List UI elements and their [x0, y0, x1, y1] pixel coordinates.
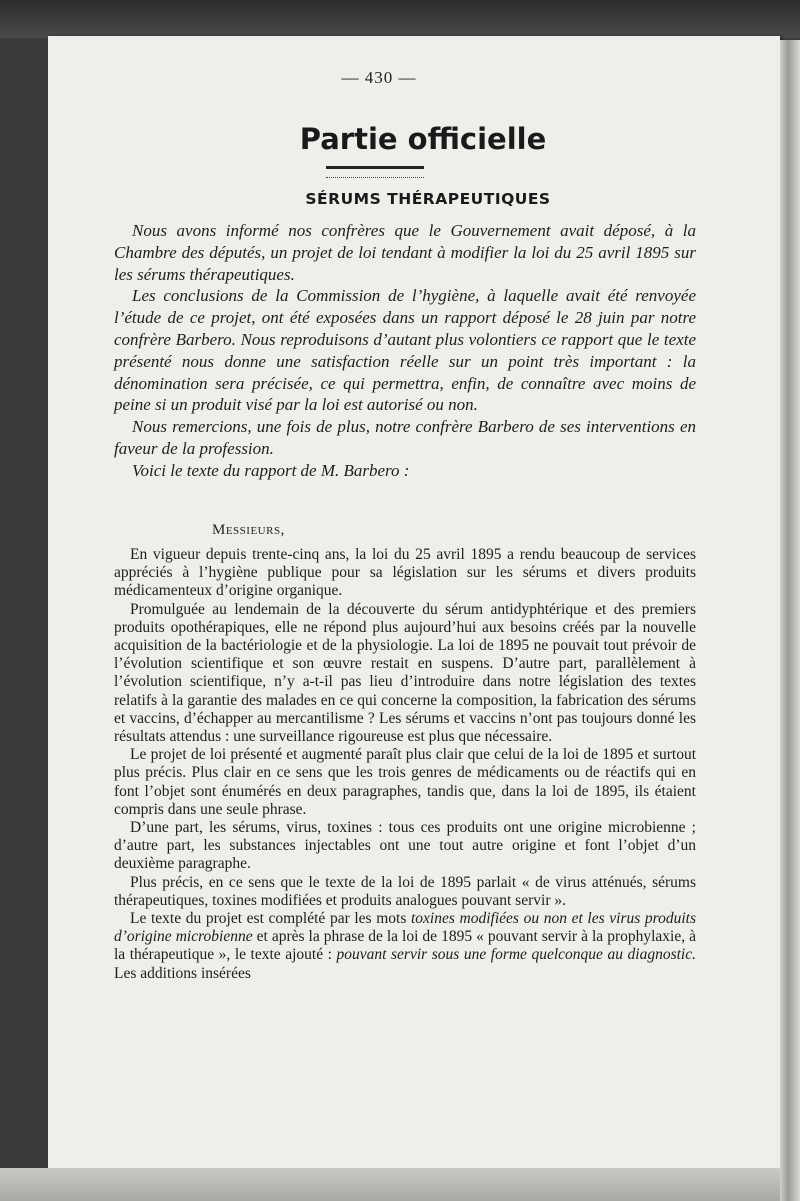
text-run: et après la phrase de la loi de 1895 « pouvant servir à la prophylaxie, à la thérapeutique », le texte ajouté : [114, 928, 696, 964]
intro-paragraph: Nous remercions, une fois de plus, notre confrère Barbero de ses interventions en faveur de la profession. [114, 417, 696, 458]
intro-text [114, 220, 696, 482]
section-title: Partie officielle [299, 122, 547, 156]
page-edge [780, 40, 800, 1201]
body-paragraph: Plus précis, en ce sens que le texte de la loi de 1895 parlait « de virus atténués, sérums thérapeutiques, toxines modifiées et produits analogues pouvant servir ». [114, 873, 696, 909]
body-paragraph: Promulguée au lendemain de la découverte du sérum antidyphtérique et des premiers produits opothérapiques, elle ne répond plus aujourd’hui aux besoins créés par la nouvelle acquisition de la bactériologie et de la physiologie. La loi de 1895 ne pouvait tout prévoir de l’évolution scientifique et son œuvre restait en suspens. D’autre part, parallèlement à l’évolution scientifique, n’y a-t-il pas lieu d’introduire dans notre législation des textes relatifs à la garantie des malades en ce qui concerne la composition, la fabrication des sérums et vaccins, d’échapper au mercantilisme ? Les sérums et vaccins n’ont pas toujours donné les résultats attendus : une surveillance rigoureuse est plus que nécessaire. [114, 600, 696, 746]
article-title: SÉRUMS THÉRAPEUTIQUES [305, 190, 551, 208]
title-rule [326, 166, 424, 178]
body-paragraph: En vigueur depuis trente-cinq ans, la loi du 25 avril 1895 a rendu beaucoup de services appréciés à l’hygiène publique pour sa législation sur les sérums et divers produits médicamenteux d’origine organique. [114, 546, 696, 600]
page-number: — 430 — [341, 68, 417, 87]
body-paragraph: Le projet de loi présenté et augmenté paraît plus clair que celui de la loi de 1895 et surtout plus précis. Plus clair en ce sens que les trois genres de médicaments ou de réactifs qui en font l’objet sont énumérés en deux paragraphes, tandis que, dans la loi de 1895, ils étaient compris dans une seule phrase. [114, 746, 696, 818]
intro-paragraph: Voici le texte du rapport de M. Barbero : [132, 460, 410, 480]
intro-paragraph: Nous avons informé nos confrères que le Gouvernement avait déposé, à la Chambre des députés, un projet de loi tendant à modifier la loi du 25 avril 1895 sur les sérums thérapeutiques. [114, 221, 696, 284]
report-text [114, 546, 696, 983]
text-run: Le texte du projet est complété par les mots [130, 910, 411, 928]
body-paragraph-last [114, 910, 696, 983]
salutation: Messieurs, [212, 522, 285, 538]
text-run: Les additions insérées [114, 964, 251, 982]
scanner-background-top [0, 0, 800, 38]
italic-run: toxines modifiées ou non et les virus produits d’origine microbienne [114, 910, 696, 946]
body-paragraph: D’une part, les sérums, virus, toxines : tous ces produits ont une origine microbienne ; d’autre part, les substances injectables ont une tout autre origine et font l’objet d’un deuxième paragraphe. [114, 819, 696, 873]
intro-paragraph: Les conclusions de la Commission de l’hygiène, à laquelle avait été renvoyée l’étude de ce projet, ont été exposées dans un rapport déposé le 28 juin par notre confrère Barbero. Nous reproduisons d’autant plus volontiers ce rapport que le texte présenté nous donne une satisfaction réelle sur un point très important : la dénomination sera précisée, ce qui permettra, enfin, de connaître avec moins de peine si un produit visé par la loi est autorisé ou non. [114, 286, 696, 415]
italic-run: pouvant servir sous une forme quelconque au diagnostic. [336, 946, 696, 964]
page-stack-bottom [0, 1168, 780, 1201]
